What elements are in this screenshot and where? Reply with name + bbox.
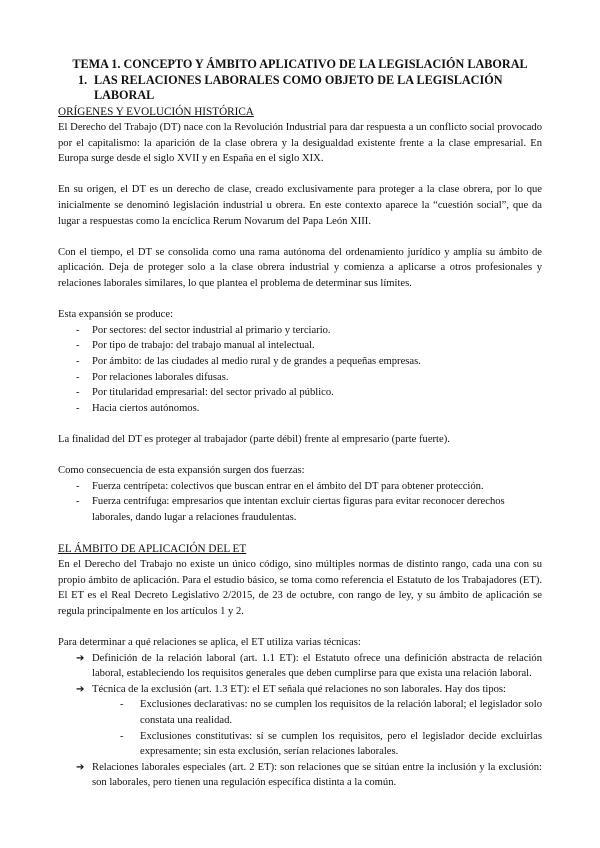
forces-intro: Como consecuencia de esta expansión surgen dos fuerzas: <box>58 465 305 477</box>
list-item: - Hacia ciertos autónomos. <box>76 401 542 417</box>
techniques-list <box>58 651 542 791</box>
exclusion-types-list <box>92 697 542 759</box>
document-title: TEMA 1. CONCEPTO Y ÁMBITO APLICATIVO DE LA LEGISLACIÓN LABORAL <box>72 57 528 71</box>
technique-exclusion: Técnica de la exclusión (art. 1.3 ET): el ET señala qué relaciones no son laborales. Hay dos tipos: <box>92 683 506 695</box>
technique-definition: Definición de la relación laboral (art. 1.1 ET): el Estatuto ofrece una definición abstracta de relación laboral, estableciendo los requisitos generales que deben cumplirse para que exista una relación laboral. <box>92 652 542 680</box>
subtitle-number: 1. <box>78 73 88 87</box>
right-arrow-icon: ➔ <box>76 761 85 773</box>
expansion-list <box>58 323 542 417</box>
paragraph-origins-2: En su origen, el DT es un derecho de clase, creado exclusivamente para proteger a la clase obrera, por lo que inicialmente se denominó legislación industrial u obrera. En este contexto aparece la “cuestión social”, que da lugar a respuestas como la encíclica Rerum Novarum del Papa León XIII. <box>58 184 542 227</box>
heading-scope: EL ÁMBITO DE APLICACIÓN DEL ET <box>58 543 247 556</box>
paragraph-origins-3: Con el tiempo, el DT se consolida como una rama autónoma del ordenamiento jurídico y amplía su ámbito de aplicación. Deja de proteger solo a la clase obrera industrial y comienza a aplicarse a otros profesionales y relaciones laborales similares, lo que plantea el problema de determinar sus límites. <box>58 246 542 289</box>
expansion-intro: Esta expansión se produce: <box>58 309 174 321</box>
techniques-intro: Para determinar a qué relaciones se aplica, el ET utiliza varias técnicas: <box>58 637 361 648</box>
paragraph-origins-1: El Derecho del Trabajo (DT) nace con la Revolución Industrial para dar respuesta a un conflicto social provocado por el capitalismo: la aparición de la clase obrera y la desigualdad existente frente a la clase empresarial. En Europa surge desde el siglo XVII y en España en el siglo XIX. <box>58 122 542 165</box>
list-item: - Por ámbito: de las ciudades al medio rural y de grandes a pequeñas empresas. <box>76 354 542 370</box>
list-item: - Por sectores: del sector industrial al primario y terciario. <box>76 323 542 339</box>
forces-list <box>58 479 542 526</box>
heading-origins: ORÍGENES Y EVOLUCIÓN HISTÓRICA <box>58 106 254 118</box>
list-item: - Por tipo de trabajo: del trabajo manual al intelectual. <box>76 338 542 354</box>
list-item <box>76 682 542 760</box>
section-subtitle <box>78 73 542 103</box>
list-item: - Fuerza centrípeta: colectivos que buscan entrar en el ámbito del DT para obtener protección. <box>76 479 542 495</box>
list-item: - Fuerza centrífuga: empresarios que intentan excluir ciertas figuras para evitar reconocer derechos laborales, dando lugar a relaciones fraudulentas. <box>76 494 542 525</box>
right-arrow-icon: ➔ <box>76 683 85 695</box>
technique-special: Relaciones laborales especiales (art. 2 ET): son relaciones que se sitúan entre la inclusión y la exclusión: son laborales, pero tienen una regulación específica distinta a la común. <box>92 761 542 789</box>
paragraph-purpose: La finalidad del DT es proteger al trabajador (parte débil) frente al empresario (parte fuerte). <box>58 433 450 445</box>
list-item: - Por relaciones laborales difusas. <box>76 370 542 386</box>
list-item <box>76 760 542 791</box>
list-item: - Exclusiones constitutivas: sí se cumplen los requisitos, pero el legislador decide excluirlas expresamente; sin esta exclusión, serían relaciones laborales. <box>120 729 542 760</box>
subtitle-text: LAS RELACIONES LABORALES COMO OBJETO DE LA LEGISLACIÓN LABORAL <box>94 73 503 102</box>
right-arrow-icon: ➔ <box>76 652 85 664</box>
list-item: - Por titularidad empresarial: del sector privado al público. <box>76 385 542 401</box>
paragraph-scope-1: En el Derecho del Trabajo no existe un único código, sino múltiples normas de distinto rango, cada una con su propio ámbito de aplicación. Para el estudio básico, se toma como referencia el Estatuto de los Trabajadores (ET). El ET es el Real Decreto Legislativo 2/2015, de 23 de octubre, con rango de ley, y su ámbito de aplicación se regula principalmente en los artículos 1 y 2. <box>58 559 542 617</box>
list-item: - Exclusiones declarativas: no se cumplen los requisitos de la relación laboral; el legislador solo constata una realidad. <box>120 697 542 728</box>
list-item <box>76 651 542 682</box>
